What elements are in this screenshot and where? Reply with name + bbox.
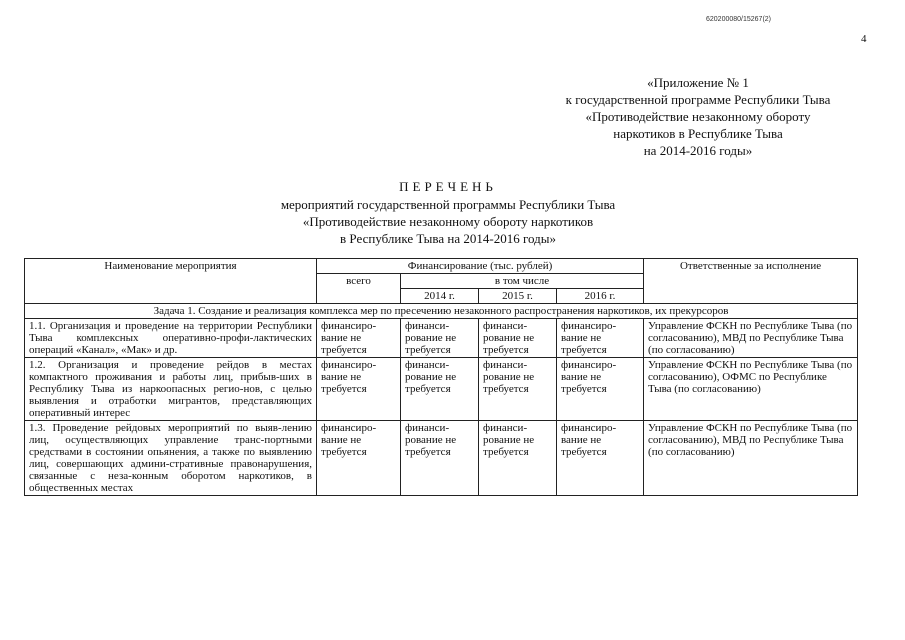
measures-table <box>24 258 858 496</box>
header-financing: Финансирование (тыс. рублей) <box>317 259 644 274</box>
header-including: в том числе <box>401 274 644 289</box>
header-row <box>25 259 858 274</box>
header-total: всего <box>317 274 401 304</box>
table-row <box>25 358 858 421</box>
title-line: в Республике Тыва на 2014-2016 годы» <box>340 231 556 246</box>
financing-total: финансиро-вание не требуется <box>317 421 401 496</box>
appendix-line: «Противодействие незаконному обороту <box>585 109 811 124</box>
appendix-line: на 2014-2016 годы» <box>643 143 753 158</box>
measure-name: 1.1. Организация и проведение на территории Республики Тыва комплексных оперативно-профи-лактических операций «Канал», «Мак» и др. <box>25 319 317 358</box>
financing-2014: финанси-рование не требуется <box>401 358 479 421</box>
financing-2014: финанси-рование не требуется <box>401 421 479 496</box>
responsible: Управление ФСКН по Республике Тыва (по согласованию), МВД по Республике Тыва (по согласованию) <box>644 319 858 358</box>
header-name: Наименование мероприятия <box>25 259 317 304</box>
header-year: 2015 г. <box>479 289 557 304</box>
task-title: Задача 1. Создание и реализация комплекса мер по пресечению незаконного распространения наркотиков, их прекурсоров <box>25 304 858 319</box>
financing-total: финансиро-вание не требуется <box>317 358 401 421</box>
financing-2016: финансиро-вание не требуется <box>557 421 644 496</box>
page-number: 4 <box>861 33 867 45</box>
title-heading: ПЕРЕЧЕНЬ <box>399 179 497 194</box>
responsible: Управление ФСКН по Республике Тыва (по согласованию), МВД по Республике Тыва (по согласованию) <box>644 421 858 496</box>
appendix-line: наркотиков в Республике Тыва <box>613 126 783 141</box>
document-title <box>220 178 676 247</box>
header-year: 2016 г. <box>557 289 644 304</box>
appendix-note <box>520 74 876 159</box>
title-line: мероприятий государственной программы Республики Тыва <box>280 197 616 212</box>
responsible: Управление ФСКН по Республике Тыва (по согласованию), ОФМС по Республике Тыва (по согласованию) <box>644 358 858 421</box>
measure-name: 1.2. Организация и проведение рейдов в местах компактного проживания и работы лиц, прибыв-ших в Республику Тыва из наркоопасных регио-нов, с целью выявления и отработки мигрантов, представляющих оперативный интерес <box>25 358 317 421</box>
financing-total: финансиро-вание не требуется <box>317 319 401 358</box>
financing-2016: финансиро-вание не требуется <box>557 358 644 421</box>
financing-2015: финанси-рование не требуется <box>479 319 557 358</box>
header-responsible: Ответственные за исполнение <box>644 259 858 304</box>
header-year: 2014 г. <box>401 289 479 304</box>
financing-2015: финанси-рование не требуется <box>479 421 557 496</box>
financing-2015: финанси-рование не требуется <box>479 358 557 421</box>
measure-name: 1.3. Проведение рейдовых мероприятий по выяв-лению лиц, осуществляющих управление транс-портными средствами в состоянии опьянения, а также по выявлению лиц, совершающих админи-стративные правонарушения, связанные с неза-конным оборотом наркотиков, в общественных местах <box>25 421 317 496</box>
table-row <box>25 319 858 358</box>
table-row <box>25 421 858 496</box>
financing-2016: финансиро-вание не требуется <box>557 319 644 358</box>
title-line: «Противодействие незаконному обороту наркотиков <box>302 214 594 229</box>
document-code: 620200080/15267(2) <box>706 16 772 23</box>
financing-2014: финанси-рование не требуется <box>401 319 479 358</box>
task-row <box>25 304 858 319</box>
appendix-line: к государственной программе Республики Тыва <box>565 92 831 107</box>
appendix-line: «Приложение № 1 <box>647 75 749 90</box>
